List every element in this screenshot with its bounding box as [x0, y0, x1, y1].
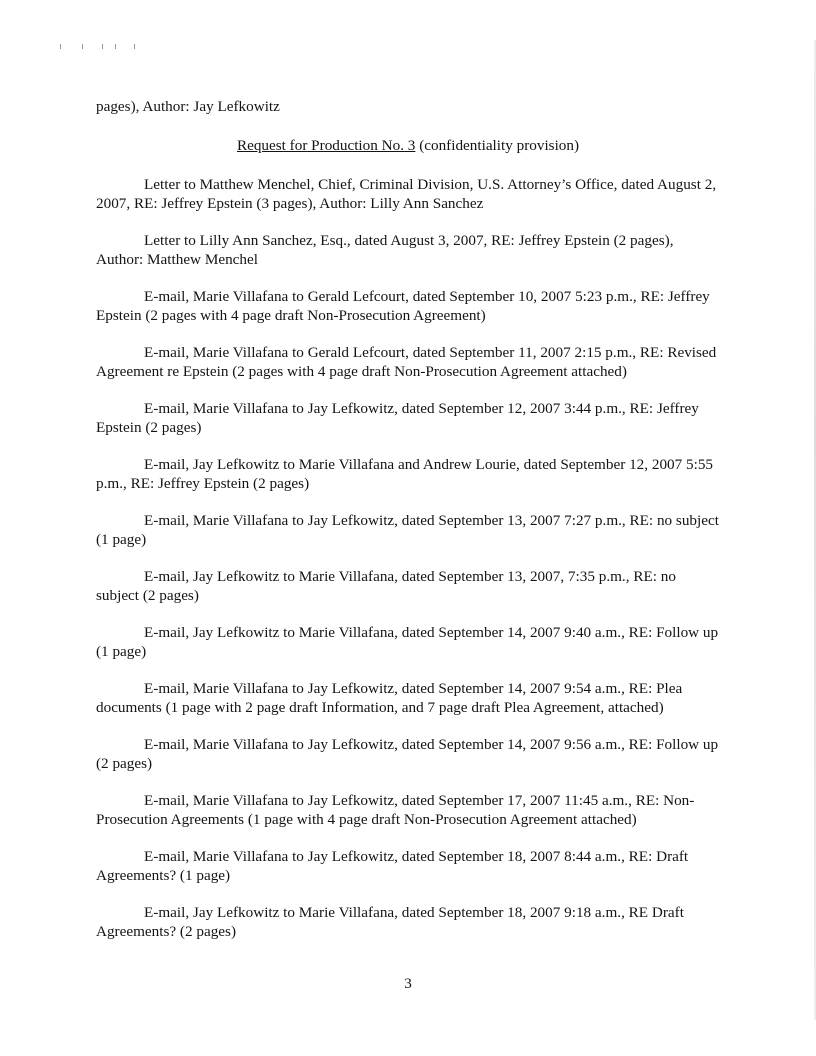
document-entry: Letter to Lilly Ann Sanchez, Esq., dated August 3, 2007, RE: Jeffrey Epstein (2 pages), Author: Matthew Menchel — [96, 232, 674, 268]
document-body — [96, 97, 720, 959]
scan-artifact-marks — [60, 44, 140, 54]
document-entry: E-mail, Jay Lefkowitz to Marie Villafana, dated September 13, 2007, 7:35 p.m., RE: no subject (2 pages) — [96, 568, 676, 604]
section-heading — [96, 136, 720, 155]
document-entry: E-mail, Marie Villafana to Jay Lefkowitz, dated September 13, 2007 7:27 p.m., RE: no subject (1 page) — [96, 512, 719, 548]
document-entry: E-mail, Jay Lefkowitz to Marie Villafana and Andrew Lourie, dated September 12, 2007 5:55 p.m., RE: Jeffrey Epstein (2 pages) — [96, 456, 714, 492]
document-entry: E-mail, Marie Villafana to Jay Lefkowitz, dated September 14, 2007 9:54 a.m., RE: Plea documents (1 page with 2 page draft Information, and 7 page draft Plea Agreement, attached) — [96, 680, 683, 716]
continuation-text: pages), Author: Jay Lefkowitz — [96, 98, 280, 115]
section-heading-title: Request for Production No. 3 — [236, 137, 416, 154]
document-entry: E-mail, Marie Villafana to Jay Lefkowitz, dated September 12, 2007 3:44 p.m., RE: Jeffrey Epstein (2 pages) — [96, 400, 699, 436]
document-entry: E-mail, Marie Villafana to Jay Lefkowitz, dated September 18, 2007 8:44 a.m., RE: Draft Agreements? (1 page) — [96, 848, 689, 884]
document-entry: E-mail, Jay Lefkowitz to Marie Villafana, dated September 14, 2007 9:40 a.m., RE: Follow up (1 page) — [96, 624, 719, 660]
document-entry: E-mail, Marie Villafana to Jay Lefkowitz, dated September 14, 2007 9:56 a.m., RE: Follow up (2 pages) — [96, 736, 719, 772]
section-heading-suffix: (confidentiality provision) — [415, 137, 580, 154]
document-entry: E-mail, Marie Villafana to Jay Lefkowitz, dated September 17, 2007 11:45 a.m., RE: Non-Prosecution Agreements (1 page with 4 page draft Non-Prosecution Agreement attached) — [96, 792, 695, 828]
document-entry: E-mail, Jay Lefkowitz to Marie Villafana, dated September 18, 2007 9:18 a.m., RE Draft Agreements? (2 pages) — [96, 904, 684, 940]
document-entry-list — [96, 175, 720, 941]
page-number: 3 — [404, 975, 412, 992]
document-entry: Letter to Matthew Menchel, Chief, Criminal Division, U.S. Attorney’s Office, dated August 2, 2007, RE: Jeffrey Epstein (3 pages), Author: Lilly Ann Sanchez — [96, 176, 717, 212]
document-entry: E-mail, Marie Villafana to Gerald Lefcourt, dated September 10, 2007 5:23 p.m., RE: Jeffrey Epstein (2 pages with 4 page draft Non-Prosecution Agreement) — [96, 288, 710, 324]
document-entry: E-mail, Marie Villafana to Gerald Lefcourt, dated September 11, 2007 2:15 p.m., RE: Revised Agreement re Epstein (2 pages with 4 page draft Non-Prosecution Agreement attached) — [96, 344, 717, 380]
